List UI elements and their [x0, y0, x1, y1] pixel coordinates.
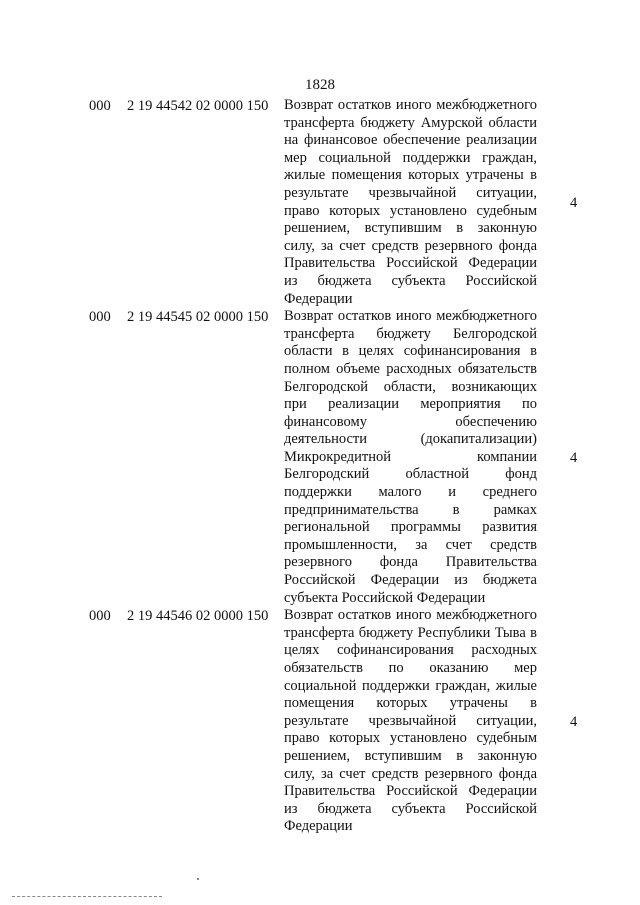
description-line: целях софинансирования расходных: [284, 642, 537, 659]
description-line: обязательств по оказанию мер: [284, 660, 537, 676]
description-line: трансферта бюджету Республики Тыва в: [284, 624, 537, 641]
description-line: резервного фонда Правительства: [284, 554, 537, 571]
description-line: решением, вступившим в законную: [284, 747, 537, 764]
description-line: области в целях софинансирования в: [284, 343, 537, 360]
description-line: из бюджета субъекта Российской: [284, 800, 537, 817]
description-line: Правительства Российской Федерации: [284, 255, 537, 272]
description-line: финансовому обеспечению: [284, 413, 537, 430]
description-line: силу, за счет средств резервного фонда: [284, 237, 537, 254]
description-line: решением, вступившим в законную: [284, 220, 537, 237]
description-line: результате чрезвычайной ситуации,: [284, 712, 537, 729]
scan-artifact-line: [12, 896, 162, 897]
description-line: трансферта бюджету Амурской области: [284, 114, 537, 131]
description-line: деятельности (докапитализации): [284, 431, 537, 448]
description-line: поддержки малого и среднего: [284, 484, 537, 501]
table-row: [0, 308, 640, 607]
description-line: Возврат остатков иного межбюджетного: [284, 607, 537, 624]
admin-code: 000: [89, 608, 111, 625]
description-line: Микрокредитной компании: [284, 448, 537, 465]
table-row: [0, 607, 640, 836]
description-line: Белгородский областной фонд: [284, 466, 537, 483]
description-line: Возврат остатков иного межбюджетного: [284, 308, 537, 325]
description-line: региональной программы развития: [284, 519, 537, 536]
description-line: предпринимательства в рамках: [284, 501, 537, 518]
description-line: мер социальной поддержки граждан,: [284, 149, 537, 166]
admin-code: 000: [89, 309, 111, 326]
description-line: Федерации: [284, 818, 353, 835]
budget-classification-code: 2 19 44546 02 0000 150: [127, 608, 269, 625]
description-line: Белгородской области, возникающих: [284, 378, 537, 395]
description-line: помещения которых утрачены в: [284, 695, 537, 712]
distribution-norm: 4: [570, 194, 578, 211]
page-number: 1828: [305, 77, 335, 93]
description-line: Федерации: [284, 290, 353, 307]
description-line: Российской Федерации из бюджета: [284, 572, 537, 589]
description-line: при реализации мероприятия по: [284, 396, 537, 413]
description-line: право которых установлено судебным: [284, 202, 537, 219]
description-line: полном объеме расходных обязательств: [284, 360, 537, 377]
description-line: право которых установлено судебным: [284, 730, 537, 747]
scan-artifact-dot: [197, 878, 199, 880]
admin-code: 000: [89, 98, 111, 114]
description-line: промышленности, за счет средств: [284, 536, 537, 553]
budget-classification-code: 2 19 44545 02 0000 150: [127, 309, 269, 326]
description-line: из бюджета субъекта Российской: [284, 272, 537, 289]
table-row: [0, 97, 640, 308]
description-line: результате чрезвычайной ситуации,: [284, 184, 537, 201]
income-description: [284, 607, 537, 836]
description-line: субъекта Российской Федерации: [284, 589, 486, 606]
description-line: Возврат остатков иного межбюджетного: [284, 97, 537, 113]
budget-classification-code: 2 19 44542 02 0000 150: [127, 98, 269, 114]
distribution-norm: 4: [570, 713, 578, 730]
distribution-norm: 4: [570, 449, 578, 466]
description-line: жилые помещения которых утрачены в: [284, 167, 537, 184]
description-line: силу, за счет средств резервного фонда: [284, 765, 537, 782]
description-line: трансферта бюджету Белгородской: [284, 325, 537, 342]
income-description: [284, 97, 537, 308]
description-line: на финансовое обеспечение реализации: [284, 132, 537, 149]
budget-code-table: [0, 97, 640, 836]
description-line: социальной поддержки граждан, жилые: [284, 677, 537, 694]
description-line: Правительства Российской Федерации: [284, 783, 537, 800]
income-description: [284, 308, 537, 607]
